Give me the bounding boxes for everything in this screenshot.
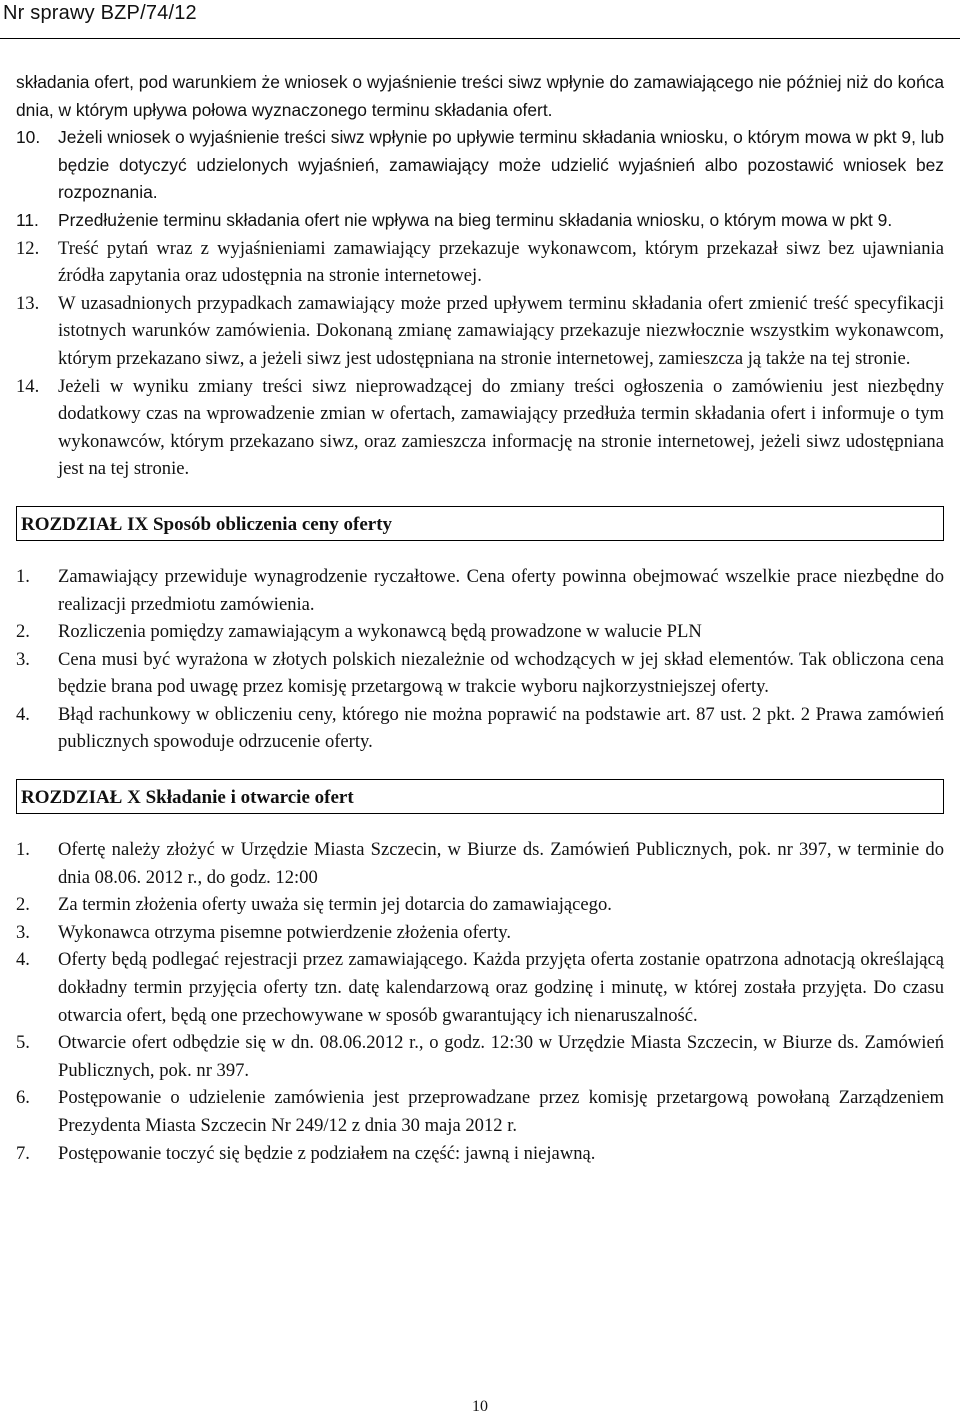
item-number: 2. xyxy=(16,894,30,916)
item-number: 11. xyxy=(16,209,39,230)
item-text: Zamawiający przewiduje wynagrodzenie ryczałtowe. Cena oferty powinna obejmować wszelkie prace niezbędne do realizacji przedmiotu zamówienia. xyxy=(58,565,944,615)
section-x-heading-box xyxy=(16,779,944,814)
item-number: 5. xyxy=(16,1032,30,1054)
list-item xyxy=(16,207,944,235)
list-item xyxy=(16,235,944,290)
page-number: 10 xyxy=(472,1398,488,1415)
list-item xyxy=(16,618,944,646)
item-number: 6. xyxy=(16,1087,30,1109)
list-item xyxy=(16,946,944,1029)
item-text: Cena musi być wyrażona w złotych polskich niezależnie od wchodzących w jej skład elementów. Tak obliczona cena będzie brana pod uwagę przez komisję przetargową w trakcie wyboru najkorzystniejszej oferty. xyxy=(58,648,944,698)
document-header: Nr sprawy BZP/74/12 xyxy=(3,2,197,24)
item-number: 3. xyxy=(16,921,30,943)
list-item xyxy=(16,836,944,891)
item-number: 7. xyxy=(16,1142,30,1164)
list-item xyxy=(16,373,944,483)
list-item xyxy=(16,290,944,373)
item-number: 1. xyxy=(16,839,30,861)
item-number: 1. xyxy=(16,565,30,587)
item-text: Błąd rachunkowy w obliczeniu ceny, którego nie można poprawić na podstawie art. 87 ust. 2 pkt. 2 Prawa zamówień publicznych spowoduje odrzucenie oferty. xyxy=(58,703,944,753)
list-item xyxy=(16,563,944,618)
item-text: Jeżeli wniosek o wyjaśnienie treści siwz wpłynie po upływie terminu składania wniosku, o którym mowa w pkt 9, lub będzie dotyczyć udzielonych wyjaśnień, zamawiający może udzielić wyjaśnień albo pozostawić wniosek bez rozpoznania. xyxy=(58,127,944,203)
section-ix-list xyxy=(16,563,944,756)
intro-continuation: składania ofert, pod warunkiem że wniosek o wyjaśnienie treści siwz wpłynie do zamawiającego nie później niż do końca dnia, w którym upływa połowa wyznaczonego terminu składania ofert. xyxy=(16,72,944,120)
document-body xyxy=(16,69,944,1167)
list-item xyxy=(16,1084,944,1139)
item-text: Ofertę należy złożyć w Urzędzie Miasta Szczecin, w Biurze ds. Zamówień Publicznych, pok. nr 397, w terminie do dnia 08.06. 2012 r., do godz. 12:00 xyxy=(58,839,944,888)
item-text: Oferty będą podlegać rejestracji przez zamawiającego. Każda przyjęta oferta zostanie opatrzona adnotacją określającą dokładny termin przyjęcia oferty tzn. datę kalendarzową oraz godzinę i minutę, w której została przyjęta. Do czasu otwarcia ofert, będą one przechowywane w sposób gwarantujący ich nienaruszalność. xyxy=(58,949,944,1026)
item-number: 12. xyxy=(16,237,40,259)
section-ix-heading-box xyxy=(16,506,944,541)
item-text: Postępowanie toczyć się będzie z podziałem na część: jawną i niejawną. xyxy=(58,1142,596,1164)
item-text: Rozliczenia pomiędzy zamawiającym a wykonawcą będą prowadzone w walucie PLN xyxy=(58,621,702,643)
item-text: Za termin złożenia oferty uważa się termin jej dotarcia do zamawiającego. xyxy=(58,894,612,916)
item-text: W uzasadnionych przypadkach zamawiający może przed upływem terminu składania ofert zmienić treść specyfikacji istotnych warunków zamówienia. Dokonaną zmianę zamawiający przekazuje niezwłocznie wszystkim wykonawcom, którym przekazano siwz, a jeżeli siwz jest udostępniana na stronie internetowej, zamieszcza ją także na tej stronie. xyxy=(58,292,944,369)
item-text: Jeżeli w wyniku zmiany treści siwz nieprowadzącej do zmiany treści ogłoszenia o zamówieniu jest niezbędny dodatkowy czas na wprowadzenie zmian w ofertach, zamawiający przedłuża termin składania ofert i informuje o tym wykonawców, którym przekazano siwz, oraz zamieszcza informację na stronie internetowej, jeżeli siwz udostępniana jest na tej stronie. xyxy=(58,375,944,480)
item-text: Wykonawca otrzyma pisemne potwierdzenie złożenia oferty. xyxy=(58,921,512,943)
section-ix-title: ROZDZIAŁ IX Sposób obliczenia ceny oferty xyxy=(21,513,393,535)
list-item xyxy=(16,646,944,701)
header-divider xyxy=(0,38,960,39)
section-x-list xyxy=(16,836,944,1167)
list-item xyxy=(16,1140,944,1168)
list-item xyxy=(16,124,944,207)
item-number: 13. xyxy=(16,292,40,314)
item-number: 14. xyxy=(16,375,40,397)
item-number: 4. xyxy=(16,703,30,725)
item-text: Otwarcie ofert odbędzie się w dn. 08.06.2012 r., o godz. 12:30 w Urzędzie Miasta Szczecin, w Biurze ds. Zamówień Publicznych, pok. nr 397. xyxy=(58,1032,944,1081)
items-list-a xyxy=(16,124,944,483)
list-item xyxy=(16,891,944,919)
item-text: Przedłużenie terminu składania ofert nie wpływa na bieg terminu składania wniosku, o którym mowa w pkt 9. xyxy=(58,209,893,230)
section-x-title: ROZDZIAŁ X Składanie i otwarcie ofert xyxy=(21,787,354,809)
list-item xyxy=(16,701,944,756)
list-item xyxy=(16,919,944,947)
item-number: 3. xyxy=(16,648,30,670)
item-number: 2. xyxy=(16,621,30,643)
item-number: 4. xyxy=(16,949,30,971)
item-text: Postępowanie o udzielenie zamówienia jest przeprowadzane przez komisję przetargową powołaną Zarządzeniem Prezydenta Miasta Szczecin Nr 249/12 z dnia 30 maja 2012 r. xyxy=(58,1087,944,1136)
item-number: 10. xyxy=(16,127,41,148)
list-item xyxy=(16,1029,944,1084)
item-text: Treść pytań wraz z wyjaśnieniami zamawiający przekazuje wykonawcom, którym przekazał siwz bez ujawniania źródła zapytania oraz udostępnia na stronie internetowej. xyxy=(58,237,944,287)
